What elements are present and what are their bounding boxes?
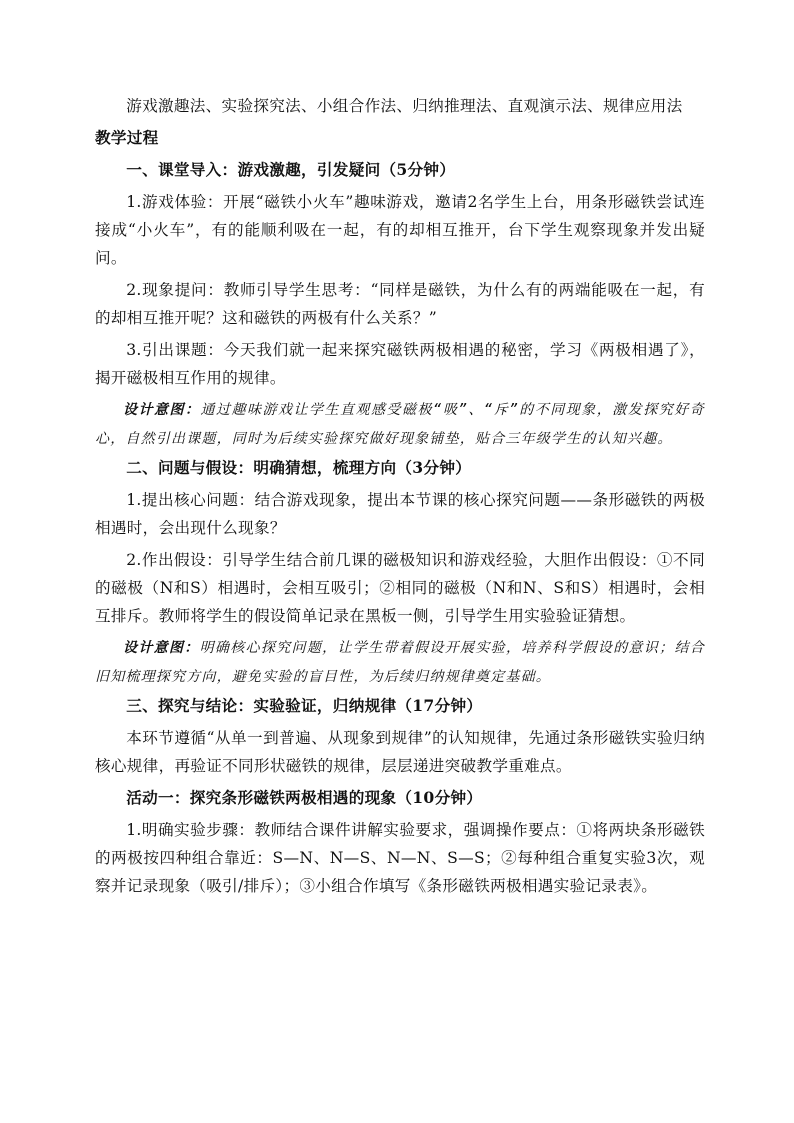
section3-title: 三、探究与结论：实验验证，归纳规律（17分钟） — [126, 696, 483, 715]
process-title: 教学过程 — [95, 128, 159, 147]
teaching-methods: 游戏激趣法、实验探究法、小组合作法、归纳推理法、直观演示法、规律应用法 — [126, 97, 683, 115]
section2-title: 二、问题与假设：明确猜想，梳理方向（3分钟） — [126, 458, 472, 477]
activity1-paragraph-1: 1.明确实验步骤：教师结合课件讲解实验要求，强调操作要点：①将两块条形磁铁的两极按四种组合靠近：S—N、N—S、N—N、S—S；②每种组合重复实验3次，观察并记录现象（吸引/排斥）；③小组合作填写《条形磁铁两极相遇实验记录表》。 — [95, 821, 705, 895]
section1-paragraph-3: 3.引出课题：今天我们就一起来探究磁铁两极相遇的秘密，学习《两极相遇了》，揭开磁极相互作用的规律。 — [95, 341, 705, 387]
section1-title: 一、课堂导入：游戏激趣，引发疑问（5分钟） — [126, 160, 456, 179]
section1-paragraph-1: 1.游戏体验：开展“磁铁小火车”趣味游戏，邀请2名学生上台，用条形磁铁尝试连接成“小火车”，有的能顺利吸在一起，有的却相互推开，台下学生观察现象并发出疑问。 — [95, 193, 705, 267]
section1-paragraph-2: 2.现象提问：教师引导学生思考：“同样是磁铁，为什么有的两端能吸在一起，有的却相互推开呢？这和磁铁的两极有什么关系？” — [95, 281, 705, 327]
design-intent-text: 通过趣味游戏让学生直观感受磁极“吸”、“斥”的不同现象，激发探究好奇心，自然引出课题，同时为后续实验探究做好现象铺垫，贴合三年级学生的认知兴趣。 — [95, 402, 706, 447]
section2-paragraph-1: 1.提出核心问题：结合游戏现象，提出本节课的核心探究问题——条形磁铁的两极相遇时，会出现什么现象？ — [95, 491, 705, 537]
section2-design-intent — [95, 634, 705, 692]
section3-intro: 本环节遵循“从单一到普遍、从现象到规律”的认知规律，先通过条形磁铁实验归纳核心规律，再验证不同形状磁铁的规律，层层递进突破教学重难点。 — [95, 729, 705, 775]
design-intent-label: 设计意图： — [123, 640, 200, 656]
section2-paragraph-2: 2.作出假设：引导学生结合前几课的磁极知识和游戏经验，大胆作出假设：①不同的磁极（N和S）相遇时，会相互吸引；②相同的磁极（N和N、S和S）相遇时，会相互排斥。教师将学生的假设简单记录在黑板一侧，引导学生用实验验证猜想。 — [95, 551, 705, 625]
design-intent-label: 设计意图： — [123, 402, 201, 418]
design-intent-text: 明确核心探究问题，让学生带着假设开展实验，培养科学假设的意识；结合旧知梳理探究方向，避免实验的盲目性，为后续归纳规律奠定基础。 — [95, 640, 705, 685]
section1-design-intent — [95, 396, 705, 454]
document-page — [95, 92, 705, 900]
activity1-title: 活动一：探究条形磁铁两极相遇的现象（10分钟） — [126, 788, 483, 807]
